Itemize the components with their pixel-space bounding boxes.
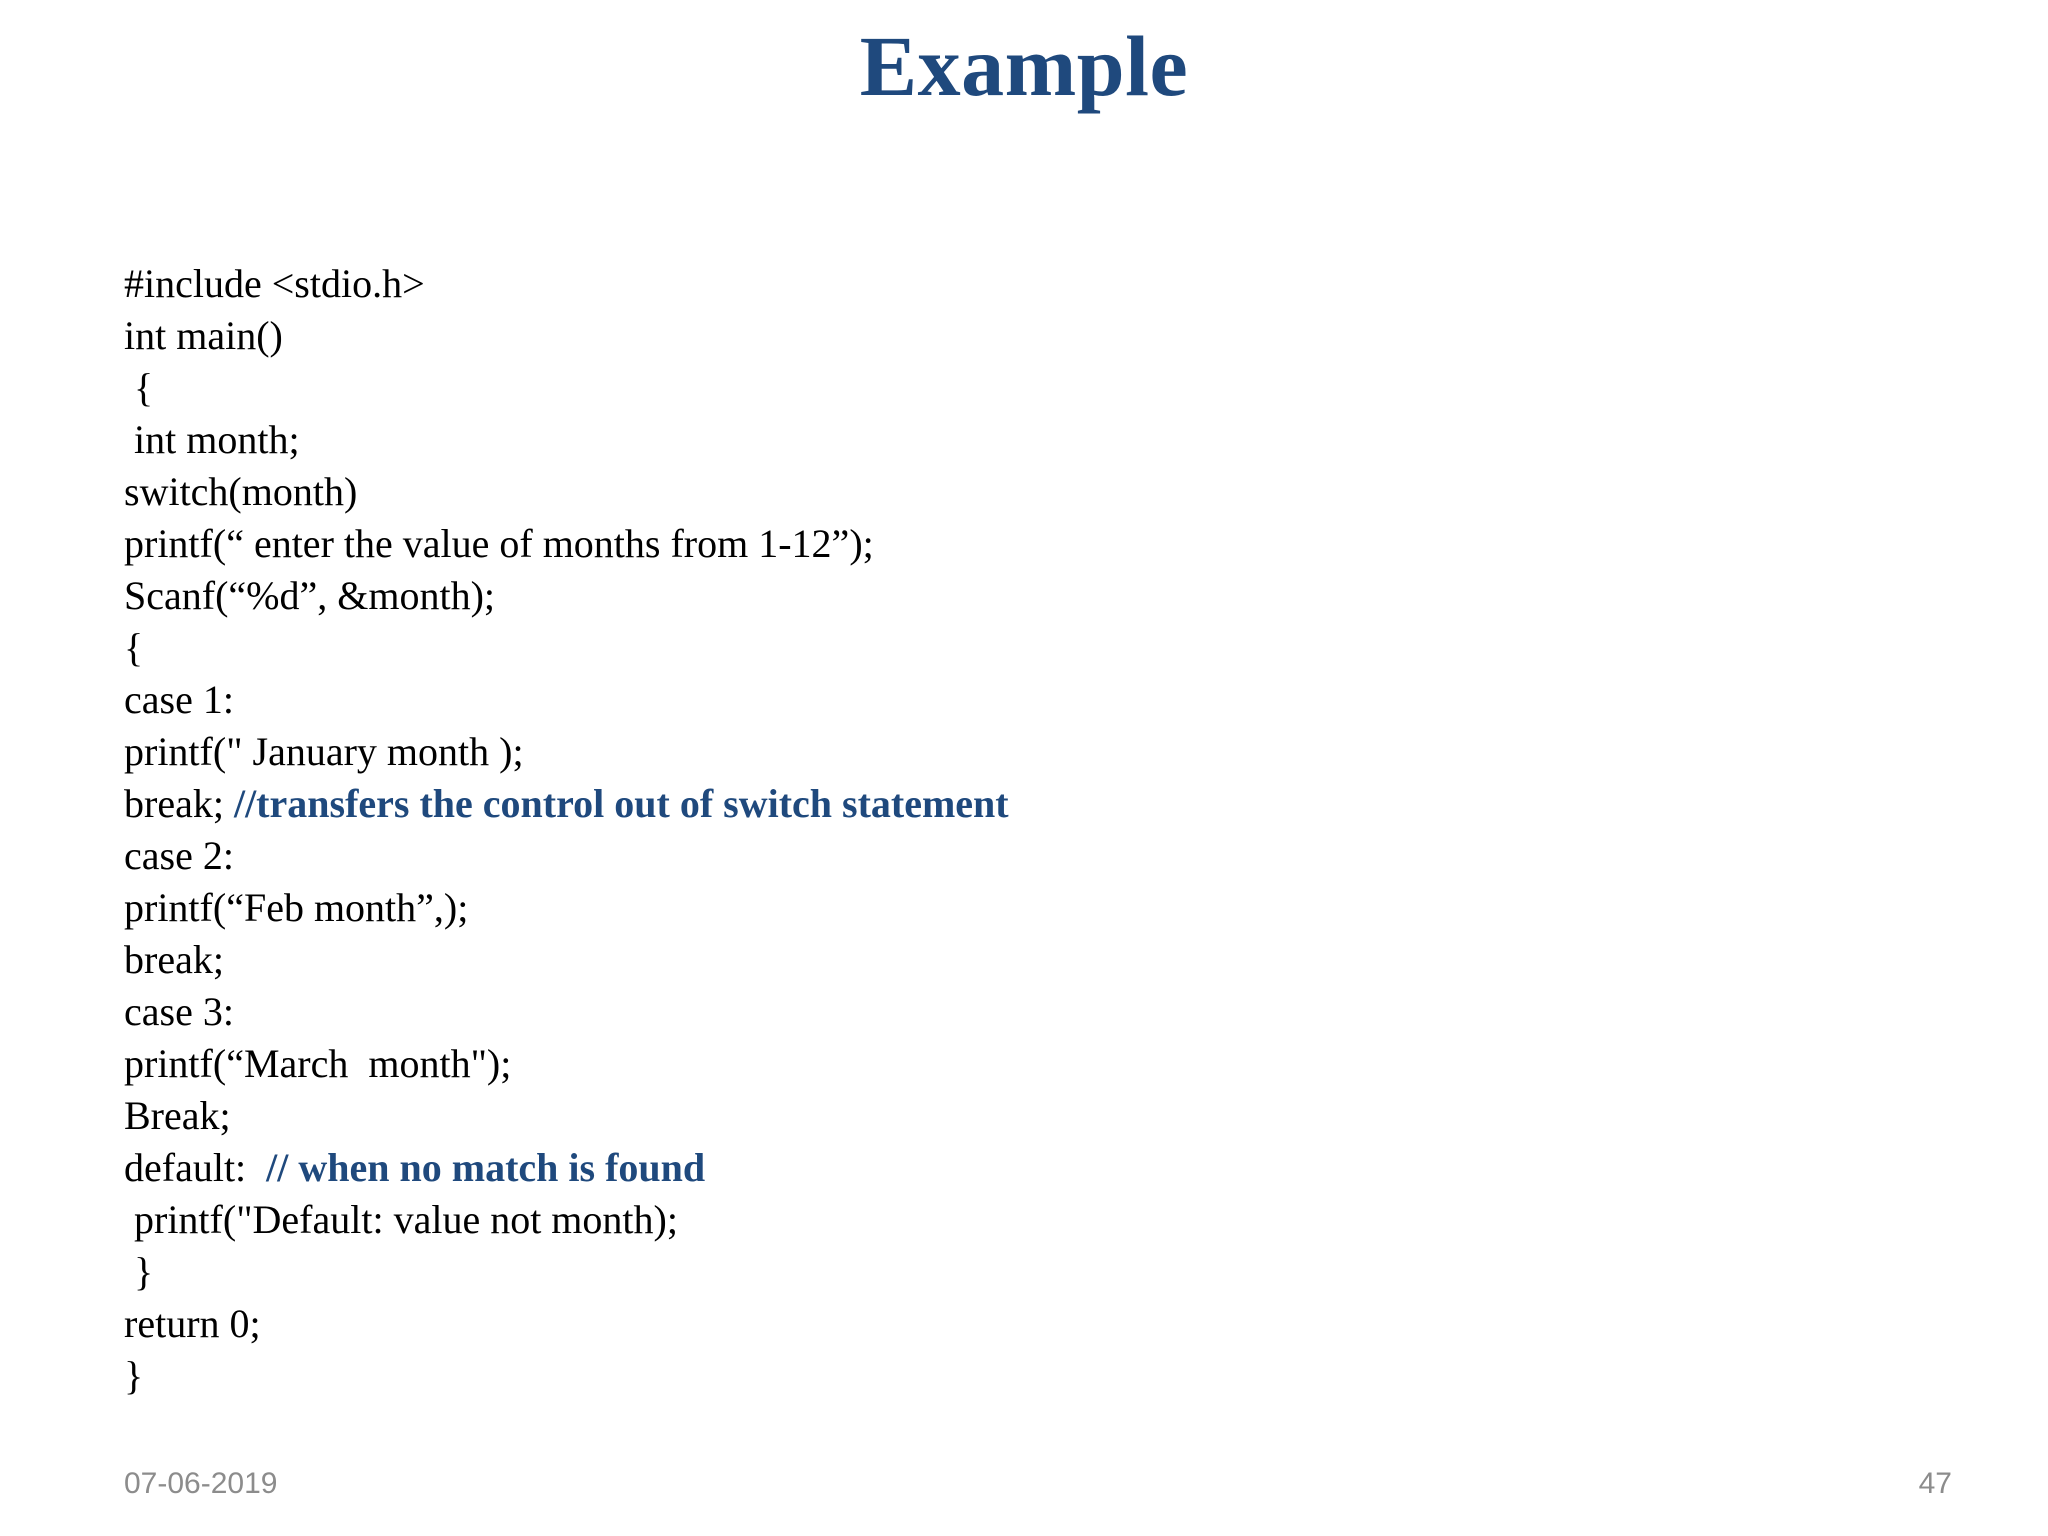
code-line [124, 414, 1009, 466]
code-text: printf(" January month ); [124, 729, 524, 774]
code-text: case 2: [124, 833, 234, 878]
code-text: printf(“March month"); [124, 1041, 512, 1086]
code-text: } [124, 1249, 154, 1294]
code-line [124, 362, 1009, 414]
code-text: default: [124, 1145, 267, 1190]
code-line [124, 1090, 1009, 1142]
code-comment: //transfers the control out of switch statement [233, 781, 1009, 826]
code-text: switch(month) [124, 469, 358, 514]
code-line [124, 310, 1009, 362]
code-line [124, 1246, 1009, 1298]
code-text: printf(“Feb month”,); [124, 885, 469, 930]
code-line [124, 466, 1009, 518]
code-line [124, 674, 1009, 726]
code-line [124, 622, 1009, 674]
code-text: int month; [124, 417, 300, 462]
code-line [124, 518, 1009, 570]
code-text: return 0; [124, 1301, 261, 1346]
code-line [124, 934, 1009, 986]
code-line [124, 1298, 1009, 1350]
code-text: printf(“ enter the value of months from 1-12”); [124, 521, 874, 566]
code-text: { [124, 625, 144, 670]
code-text: Break; [124, 1093, 231, 1138]
code-line [124, 570, 1009, 622]
code-line [124, 1038, 1009, 1090]
footer-date: 07-06-2019 [124, 1467, 278, 1500]
code-text: break; [124, 937, 224, 982]
code-text: case 3: [124, 989, 234, 1034]
slide-title: Example [859, 18, 1189, 114]
code-text: break; [124, 781, 234, 826]
code-line [124, 986, 1009, 1038]
code-line [124, 1350, 1009, 1402]
code-text: Scanf(“%d”, &month); [124, 573, 495, 618]
code-text: { [124, 365, 154, 410]
code-comment: // when no match is found [266, 1145, 706, 1190]
code-block [124, 258, 1009, 1402]
code-line [124, 882, 1009, 934]
page-number: 47 [1918, 1467, 1952, 1500]
code-line [124, 1194, 1009, 1246]
code-text: } [124, 1353, 144, 1398]
code-line [124, 726, 1009, 778]
code-line [124, 1142, 1009, 1194]
code-line [124, 830, 1009, 882]
code-text: #include <stdio.h> [124, 261, 425, 306]
code-line [124, 258, 1009, 310]
code-text: case 1: [124, 677, 234, 722]
code-line [124, 778, 1009, 830]
code-text: printf("Default: value not month); [124, 1197, 678, 1242]
code-text: int main() [124, 313, 283, 358]
